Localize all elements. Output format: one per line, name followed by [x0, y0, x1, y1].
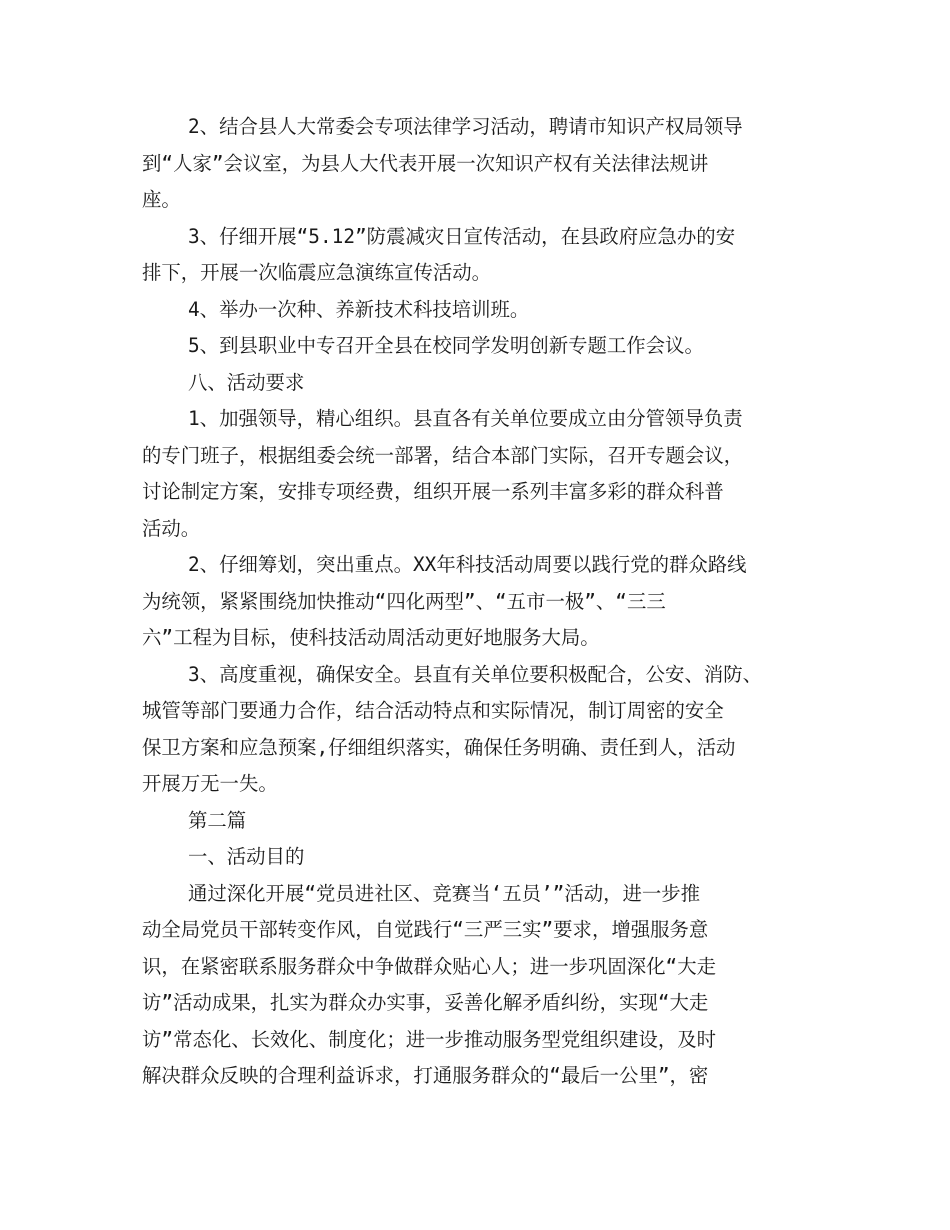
- text-line: 座。: [142, 188, 181, 211]
- paragraph-item-5-meeting: [142, 328, 806, 365]
- text-line: 3、高度重视，确保安全。县直有关单位要积极配合，公安、消防、: [188, 662, 763, 686]
- heading-text: 八、活动要求: [188, 370, 305, 394]
- text-line: 到“人家”会议室，为县人大代表开展一次知识产权有关法律法规讲: [142, 151, 709, 175]
- paragraph-requirement-2: [142, 547, 806, 657]
- text-line: 访”活动成果，扎实为群众办实事，妥善化解矛盾纠纷，实现“大走: [142, 991, 709, 1014]
- text-line: 动全局党员干部转变作风，自觉践行“三严三实”要求，增强服务意: [142, 918, 709, 941]
- document-body: [142, 109, 806, 1095]
- text-line: 识，在紧密联系服务群众中争做群众贴心人；进一步巩固深化“大走: [142, 954, 717, 978]
- section-heading-requirements: [142, 365, 806, 402]
- text-line: 六”工程为目标，使科技活动周活动更好地服务大局。: [142, 626, 600, 649]
- paragraph-purpose-body: [142, 876, 806, 1095]
- heading-text: 一、活动目的: [188, 845, 305, 868]
- text-line: 1、加强领导，精心组织。县直各有关单位要成立由分管领导负责: [188, 407, 743, 430]
- text-line: 开展万无一失。: [142, 772, 278, 795]
- paragraph-item-3-drill: [142, 219, 806, 292]
- text-line: 为统领，紧紧围绕加快推动“四化两型”、“五市一极”、“三三: [142, 589, 666, 613]
- text-line: 2、结合县人大常委会专项法律学习活动，聘请市知识产权局领导: [188, 115, 743, 138]
- section-heading-purpose: [142, 839, 806, 876]
- text-line: 2、仔细筹划，突出重点。XX年科技活动周要以践行党的群众路线: [188, 553, 747, 576]
- text-line: 保卫方案和应急预案,仔细组织落实，确保任务明确、责任到人，活动: [142, 735, 736, 759]
- text-line: 排下，开展一次临震应急演练宣传活动。: [142, 261, 492, 284]
- section-heading-part-two: [142, 803, 806, 840]
- paragraph-requirement-3: [142, 657, 806, 803]
- paragraph-item-2-lecture: [142, 109, 806, 219]
- heading-text: 第二篇: [188, 808, 247, 832]
- text-line: 5、到县职业中专召开全县在校同学发明创新专题工作会议。: [188, 334, 704, 357]
- text-line: 3、仔细开展“5.12”防震减灾日宣传活动，在县政府应急办的安: [188, 224, 736, 248]
- text-line: 访”常态化、长效化、制度化；进一步推动服务型党组织建设，及时: [142, 1027, 717, 1051]
- text-line: 活动。: [142, 516, 201, 540]
- text-line: 通过深化开展“党员进社区、竞赛当‘五员’”活动，进一步推: [188, 881, 701, 905]
- text-line: 城管等部门要通力合作，结合活动特点和实际情况，制订周密的安全: [142, 699, 724, 722]
- text-line: 的专门班子，根据组委会统一部署，结合本部门实际，召开专题会议，: [142, 443, 744, 467]
- text-line: 解决群众反映的合理利益诉求，打通服务群众的“最后一公里”，密: [142, 1064, 709, 1087]
- text-line: 4、举办一次种、养新技术科技培训班。: [188, 297, 530, 321]
- text-line: 讨论制定方案，安排专项经费，组织开展一系列丰富多彩的群众科普: [142, 480, 724, 503]
- paragraph-item-4-training: [142, 292, 806, 329]
- paragraph-requirement-1: [142, 401, 806, 547]
